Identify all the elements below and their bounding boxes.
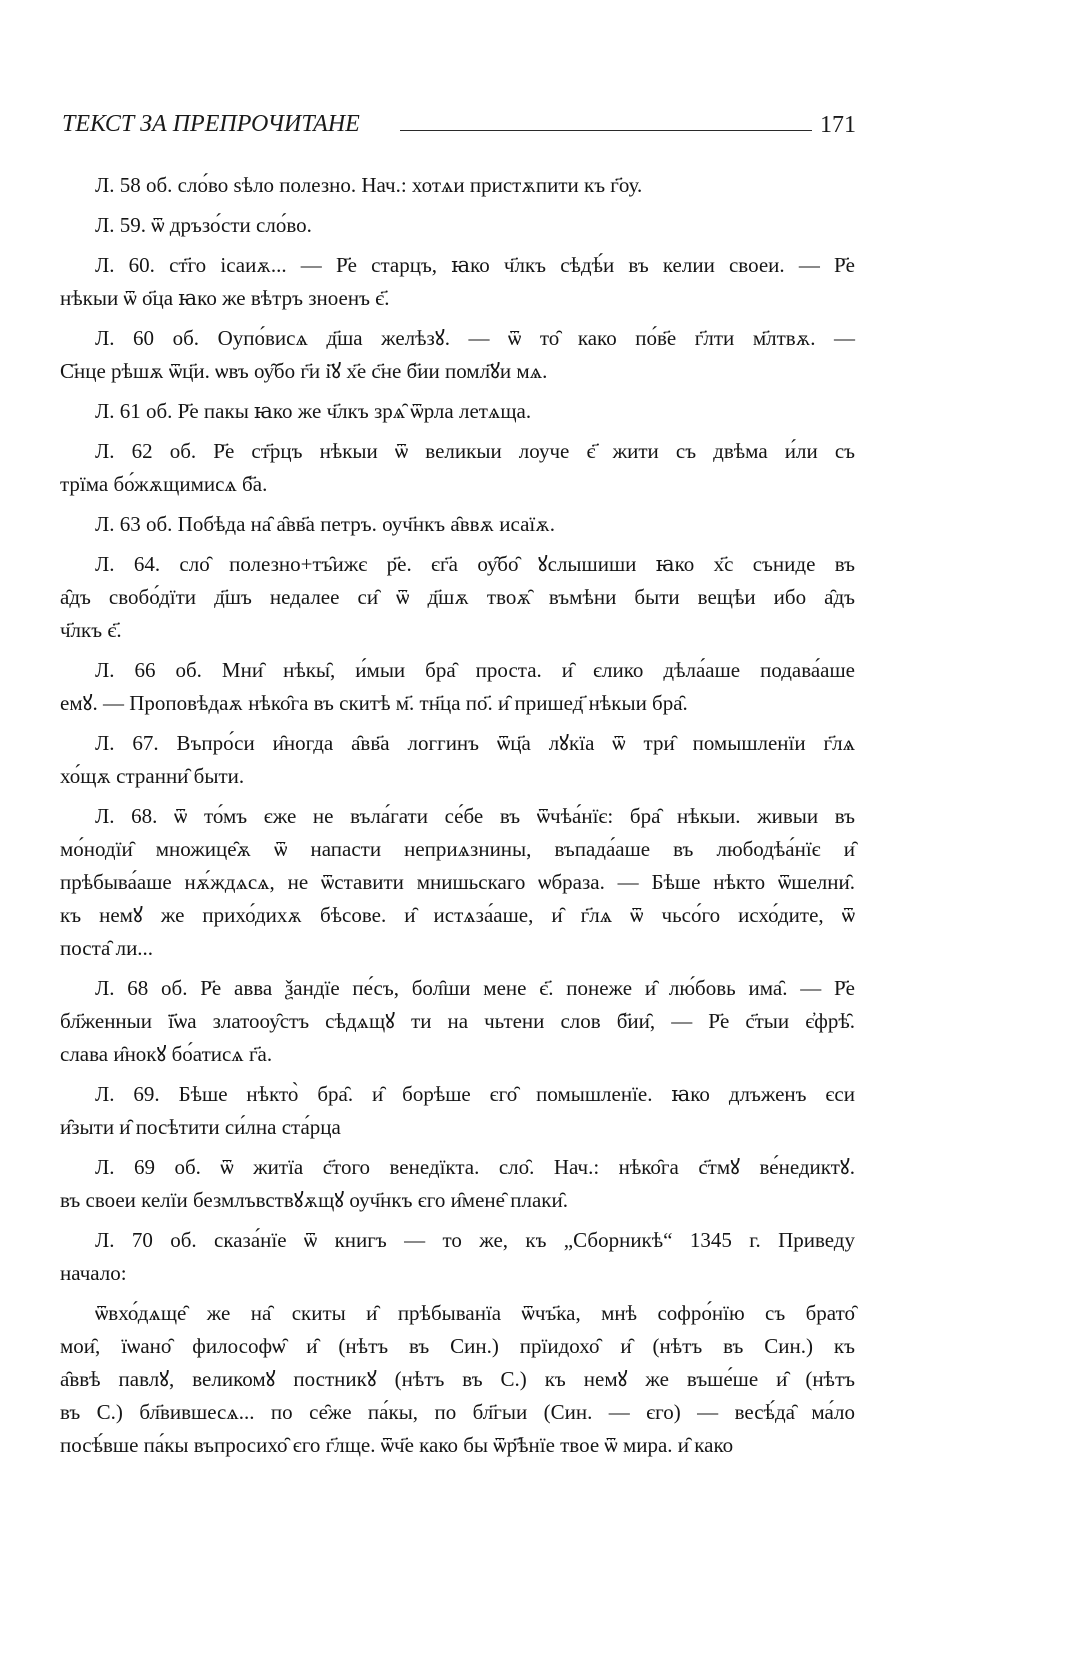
text-line: Л. 69 об. ѿ житїа с҃того венедїкта. сло̑. Нач.: нѣко̑га с҃тмꙋ ве́недиктꙋ. bbox=[95, 1155, 855, 1179]
text-line: Л. 67. Въпро́си и̑ногда а̑вв҃а логгинъ ѿц҃а лꙋкїа ѿ три̑ помышленїи г҃лѧ bbox=[95, 731, 855, 755]
text-line: прѣбыва́аше нѫ́ждѧсѧ, не ѿставити мнишьскаго ѡбраза. — Бѣше нѣкто ѿшелни̑. bbox=[60, 870, 855, 894]
text-line: Л. 60 об. Оупо́висѧ д҃ша желѣзꙋ. — ѿ то̑ како по́в҃е г҃лти м҃лтвѫ. — bbox=[95, 326, 855, 350]
text-line: хо́щѫ странни̑ быти. bbox=[60, 764, 245, 788]
paragraph bbox=[60, 209, 855, 242]
text-line: начало: bbox=[60, 1261, 127, 1285]
text-line: мо́нодїи̑ множице̑ѫ ѿ напасти неприѧзнины, въпада́аше въ любодѣа́нїє и̑ bbox=[60, 837, 855, 861]
text-line: въ С.) бл҃вившесѧ... по се̑же па́кы, по бл҃гыи (Син. — єго) — весѣ́да̑ ма́ло bbox=[60, 1400, 855, 1424]
paragraph bbox=[60, 1151, 855, 1217]
text-line: трїма бо́жѫщимисѧ б҃а. bbox=[60, 472, 268, 496]
text-line: къ немꙋ же прихо́дихѫ бѣсове. и̑ истѧза́аше, и̑ г҃лѧ ѿ чьсо́го исхо́дите, ѿ bbox=[60, 903, 855, 927]
text-line: Л. 61 об. Р҃е пакы ꙗко же ч҃лкъ зрѧ̑ ѿрла летѧща. bbox=[95, 399, 532, 423]
text-line: посѣ́вше па́кы въпросихо̑ єго г҃лще. ѿч҃е како бы ѿр҃ѣнїе твое ѿ мира. и̑ како bbox=[60, 1433, 734, 1457]
paragraph bbox=[60, 800, 855, 965]
paragraph bbox=[60, 727, 855, 793]
text-line: Л. 66 об. Мни̑ нѣкы̑, и́мыи бра̑ проста. и̑ єлико дѣла́аше подава́аше bbox=[95, 658, 855, 682]
text-line: Л. 64. сло̑ полезно+тъ̑ижє р҃е. єг҃а оу̑бо̑ ꙋслышиши ꙗко х҃с съниде въ bbox=[95, 552, 855, 576]
text-line: Л. 68. ѿ то́мъ єже не въла́гати се́бе въ ѿчѣа́нїє: бра̑ нѣкыи. живыи въ bbox=[95, 804, 855, 828]
text-line: и̑зыти и̑ посѣтити си́лна ста́рца bbox=[60, 1115, 341, 1139]
paragraph bbox=[60, 1224, 855, 1290]
text-line: ѿвхо́дѧще̑ же на̑ скиты и̑ прѣбыванїа ѿчъ҃ка, мнѣ софро́нїю съ брато̑ bbox=[95, 1301, 855, 1325]
text-line: бл҃женныи ї҃ѡа златооу̑стъ сѣдѧщꙋ ти на чьтени слов б҃ии̑, — Р҃е с҃тыи є҆фрѣ̑. bbox=[60, 1009, 855, 1033]
text-line: Л. 59. ѿ дръзо́сти сло́во. bbox=[95, 213, 312, 237]
running-title: ТЕКСТ ЗА ПРЕПРОЧИТАНЕ bbox=[62, 111, 360, 137]
paragraph bbox=[60, 972, 855, 1071]
paragraph bbox=[60, 1297, 855, 1462]
paragraph bbox=[60, 169, 855, 202]
text-line: нѣкыи ѿ о҃ца ꙗко же вѣтръ зноенъ є҃. bbox=[60, 286, 390, 310]
text-line: въ своеи келїи безмлъвствꙋѫщꙋ оуч҃нкъ єго и̑мене̑ плаки̑. bbox=[60, 1188, 568, 1212]
paragraph bbox=[60, 654, 855, 720]
text-line: а̑дъ свобо́дїти д҃шъ недалее си̑ ѿ д҃шѫ твоѫ̑ въмѣни быти вещѣи ибо а̑дъ bbox=[60, 585, 855, 609]
text-line: Л. 69. Бѣше нѣкто̀ бра̑. и̑ борѣше єго̑ помышленїе. ꙗко длъженъ єси bbox=[95, 1082, 855, 1106]
text-line: а̑ввѣ павлꙋ, великомꙋ постникꙋ (нѣтъ въ С.) къ немꙋ же въше́ше и̑ (нѣтъ bbox=[60, 1367, 855, 1391]
text-line: Л. 58 об. сло́во ѕѣло полезно. Нач.: хотѧи пристѫпити къ г҃оу. bbox=[95, 173, 643, 197]
text-line: ч҃лкъ є҃. bbox=[60, 618, 122, 642]
paragraph bbox=[60, 1078, 855, 1144]
text-line: слава и̑нокꙋ бо́атисѧ г҃а. bbox=[60, 1042, 273, 1066]
text-line: Л. 68 об. Р҃е авва ѯандїе пе́съ, бол̑ши мене є҃. понеже и̑ лю́бовь има̑. — Р҃е bbox=[95, 976, 855, 1000]
text-line: С҃нце рѣшѫ ѿц҃и. ѡвъ оу̑бо г҃и і҃ꙋ х҃е с҃не б҃ии помл҃ꙋи мѧ. bbox=[60, 359, 548, 383]
text-line: емꙋ. — Проповѣдаѫ нѣко̑га въ скитѣ м҃. тн҃ца по҃. и̑ пришед҃ нѣкыи бра̑. bbox=[60, 691, 688, 715]
text-line: Л. 62 об. Р҃е ст҃рцъ нѣкыи ѿ великыи лоуче є҃ жити съ двѣма и́ли съ bbox=[95, 439, 855, 463]
text-line: поста̑ ли... bbox=[60, 936, 154, 960]
paragraph bbox=[60, 322, 855, 388]
paragraph bbox=[60, 508, 855, 541]
paragraph bbox=[60, 249, 855, 315]
text-line: Л. 63 об. Побѣда на̑ а̑вв҃а петръ. оуч҃нкъ а̑ввѫ исаїѫ. bbox=[95, 512, 556, 536]
paragraph bbox=[60, 395, 855, 428]
text-line: мои̑, їѡано̑ философѡ̑ и̑ (нѣтъ въ Син.) прїидохо̑ и̑ (нѣтъ въ Син.) къ bbox=[60, 1334, 855, 1358]
paragraph bbox=[60, 435, 855, 501]
text-line: Л. 60. ст҃го ісаиѫ... — Р҃е старцъ, ꙗко ч҃лкъ сѣдѣ́и въ келии своеи. — Р҃е bbox=[95, 253, 855, 277]
paragraph bbox=[60, 548, 855, 647]
page-number: 171 bbox=[820, 112, 856, 138]
text-body bbox=[60, 169, 855, 1462]
text-line: Л. 70 об. сказа́нїе ѿ книгъ — то же, къ „Сборникѣ“ 1345 г. Приведу bbox=[95, 1228, 855, 1252]
header-rule bbox=[400, 130, 812, 131]
